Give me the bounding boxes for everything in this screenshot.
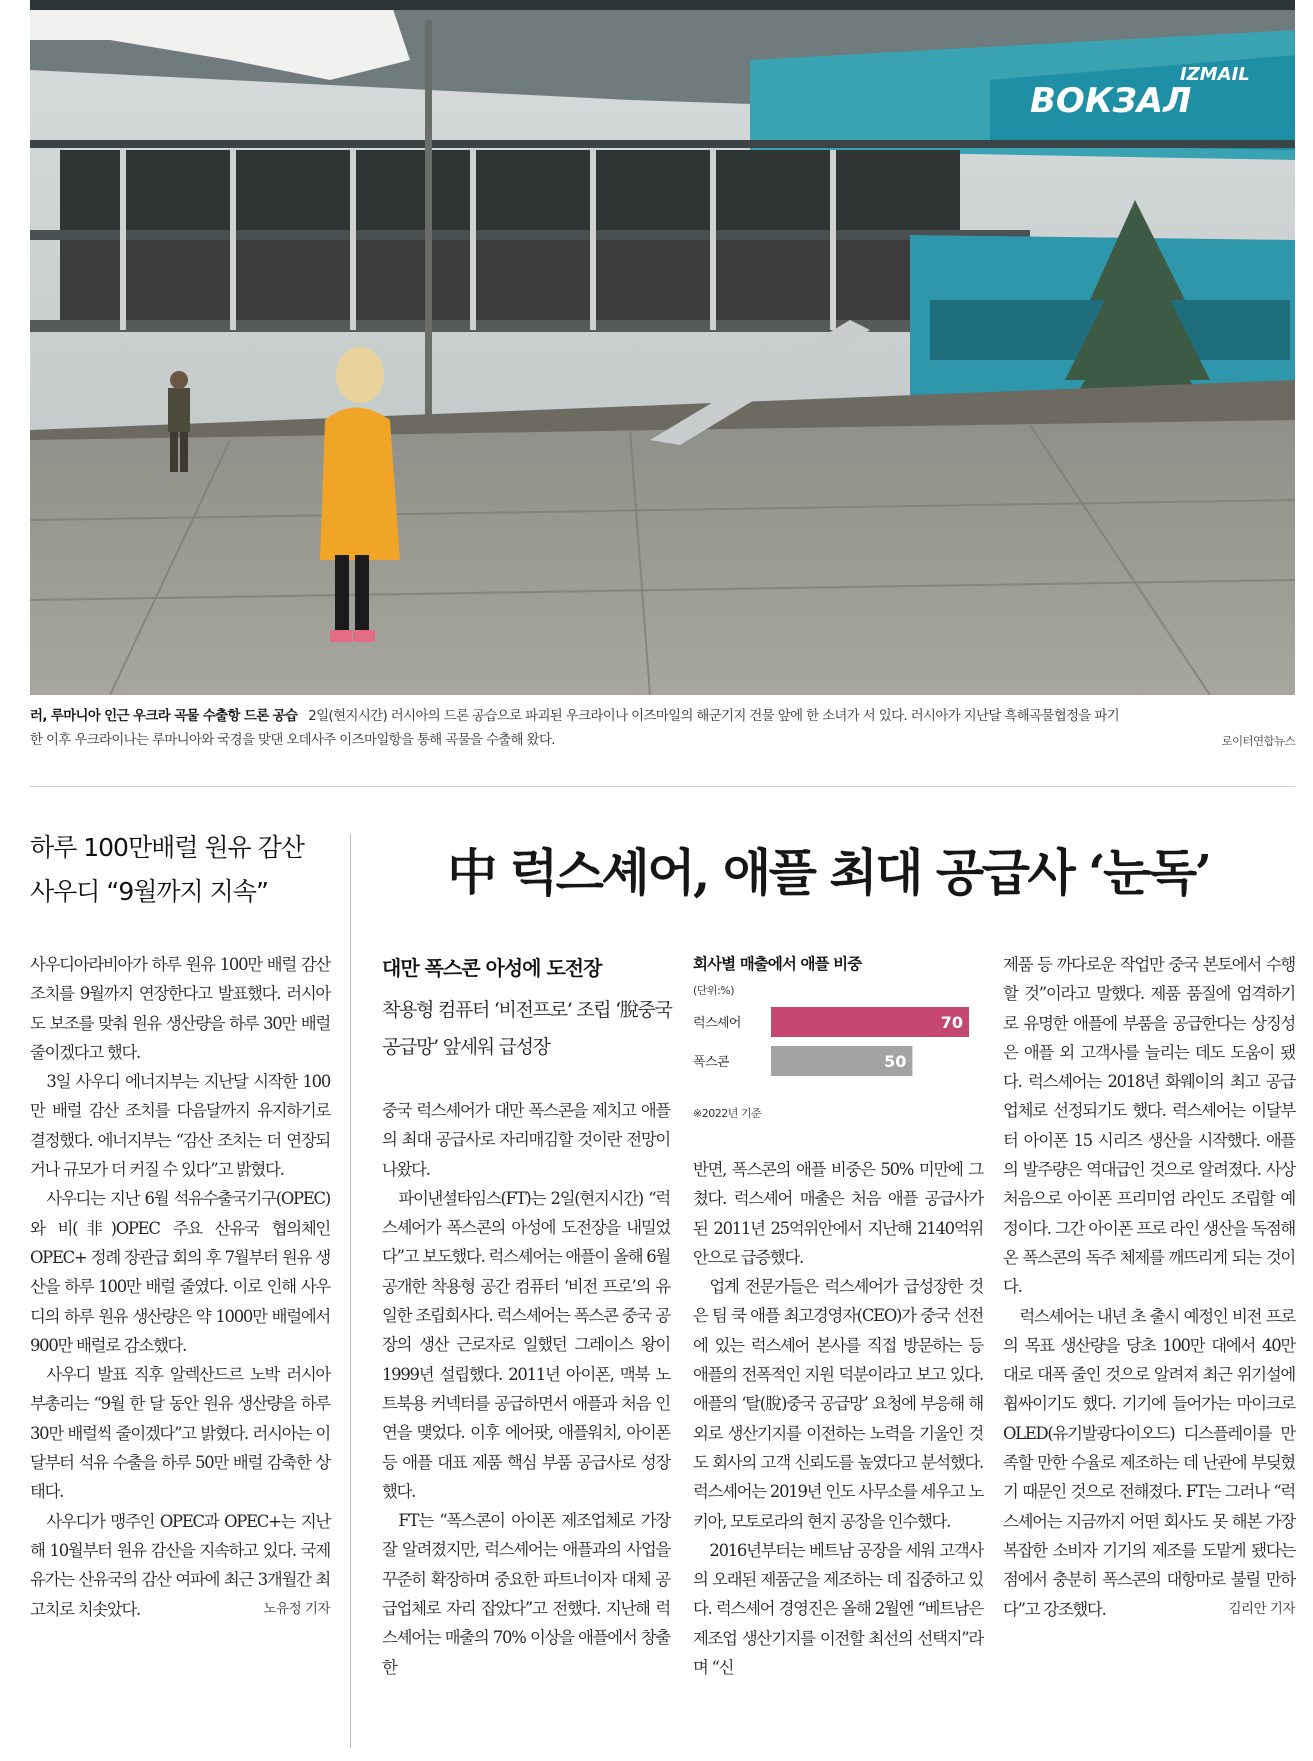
section-divider <box>30 786 1295 787</box>
main-column-2 <box>382 1096 670 1682</box>
left-paragraph-2: 3일 사우디 에너지부는 지난달 시작한 100만 배럴 감산 조치를 다음달까지 유지하기로 결정했다. 에너지부는 “감산 조치는 더 연장되거나 규모가 더 커질 수 있다”고 밝혔다. <box>30 1072 330 1180</box>
col3-paragraph-2: 업계 전문가들은 럭스셰어가 급성장한 것은 팀 쿡 애플 최고경영자(CEO)가 중국 선전에 있는 럭스셰어 본사를 직접 방문하는 등 애플의 전폭적인 지원 덕분이라고 보고 있다. 애플의 ‘탈(脫)중국 공급망’ 요청에 부응해 해외로 생산기지를 이전하는 노력을 기울인 것도 회사의 고객 신뢰도를 높였다고 분석했다. 럭스셰어는 2019년 인도 사무소를 세우고 노키아, 모토로라의 현지 공장을 인수했다. <box>693 1277 983 1531</box>
news-photo <box>30 0 1295 695</box>
left-paragraph-1: 사우디아라비아가 하루 원유 100만 배럴 감산 조치를 9월까지 연장한다고 발표했다. 러시아도 보조를 맞춰 원유 생산량을 하루 30만 배럴 줄이겠다고 했다. <box>30 955 330 1062</box>
col3-paragraph-3: 2016년부터는 베트남 공장을 세워 고객사의 오래된 제품군을 제조하는 데 집중하고 있다. 럭스셰어 경영진은 올해 2월엔 “베트남은 제조업 생산기지를 이전할 최선의 선택지”라며 “신 <box>693 1540 983 1678</box>
col2-paragraph-3: FT는 “폭스콘이 아이폰 제조업체로 가장 잘 알려졌지만, 럭스셰어는 애플과의 사업을 꾸준히 확장하며 중요한 파트너이자 대체 공급업체로 자리 잡았다”고 전했다. 지난해 럭스셰어는 매출의 70% 이상을 애플에서 창출한 <box>382 1511 670 1677</box>
left-paragraph-4: 사우디 발표 직후 알렉산드르 노박 러시아 부총리는 “9월 한 달 동안 원유 생산량을 하루 30만 배럴씩 줄이겠다”고 밝혔다. 러시아는 이달부터 석유 수출을 하루 50만 배럴 감축한 상태다. <box>30 1365 330 1502</box>
left-headline <box>30 826 330 914</box>
chart-unit: (단위:%) <box>693 984 734 997</box>
caption-text-1: 2일(현지시간) 러시아의 드론 공습으로 파괴된 우크라이나 이즈마일의 해군기지 건물 앞에 한 소녀가 서 있다. 러시아가 지난달 흑해곡물협정을 파기 <box>308 709 1120 724</box>
main-subhead-1: 대만 폭스콘 아성에 도전장 <box>382 956 602 980</box>
main-byline: 김리안 기자 <box>1228 1600 1295 1617</box>
chart-value-label: 70 <box>940 1013 963 1032</box>
main-column-4 <box>1003 950 1295 1624</box>
col4-paragraph-2 <box>1003 1302 1295 1624</box>
col4-paragraph-1: 제품 등 까다로운 작업만 중국 본토에서 수행할 것”이라고 말했다. 제품 품질에 엄격하기로 유명한 애플에 부품을 공급한다는 상징성은 애플 외 고객사를 늘리는 데도 도움이 됐다. 럭스셰어는 2018년 화웨이의 최고 공급업체로 선정되기도 했다. 럭스셰어는 이달부터 아이폰 15 시리즈 생산을 시작했다. 애플의 발주량은 역대급인 것으로 알려졌다. 사상 처음으로 아이폰 프리미엄 라인도 조립할 예정이다. 그간 아이폰 프로 라인 생산을 독점해 온 폭스콘의 독주 체제를 깨뜨리게 되는 것이다. <box>1003 955 1295 1297</box>
bar-chart <box>693 952 983 1142</box>
chart-title: 회사별 매출에서 애플 비중 <box>693 955 862 973</box>
chart-note: ※2022년 기준 <box>693 1107 762 1120</box>
chart-value-label: 50 <box>884 1052 907 1071</box>
chart-category-label: 폭스콘 <box>693 1055 729 1070</box>
column-divider <box>350 834 351 1748</box>
photo-credit: 로이터연합뉴스 <box>1221 734 1295 748</box>
main-subhead-2: 착용형 컴퓨터 ‘비전프로’ 조립 ‘脫중국 공급망’ 앞세워 급성장 <box>382 999 672 1058</box>
left-headline-line-1: 하루 100만배럴 원유 감산 <box>30 833 304 862</box>
destroyed-building-photo <box>30 0 1295 695</box>
left-article-body <box>30 950 330 1624</box>
chart-category-label: 럭스셰어 <box>693 1016 741 1031</box>
main-headline: 中 럭스셰어, 애플 최대 공급사 ‘눈독’ <box>447 843 1210 902</box>
col3-paragraph-1: 반면, 폭스콘의 애플 비중은 50% 미만에 그쳤다. 럭스셰어 매출은 처음 애플 공급사가 된 2011년 25억위안에서 지난해 2140억위안으로 급증했다. <box>693 1160 983 1267</box>
left-headline-line-2: 사우디 “9월까지 지속” <box>30 877 268 906</box>
sign-text: ВОКЗАЛ <box>1030 81 1192 121</box>
left-paragraph-5 <box>30 1507 330 1624</box>
col2-paragraph-2: 파이낸셜타임스(FT)는 2일(현지시간) “럭스셰어가 폭스콘의 아성에 도전장을 내밀었다”고 보도했다. 럭스셰어는 애플이 올해 6월 공개한 착용형 공간 컴퓨터 ‘비전 프로’의 유일한 조립회사다. 럭스셰어는 폭스콘 중국 공장의 생산 근로자로 일했던 그레이스 왕이 1999년 설립했다. 2011년 아이폰, 맥북 노트북용 커넥터를 공급하면서 애플과 처음 인연을 맺었다. 이후 에어팟, 애플워치, 아이폰 등 애플 대표 제품 핵심 부품 공급사로 성장했다. <box>382 1188 670 1501</box>
col2-paragraph-1: 중국 럭스셰어가 대만 폭스콘을 제치고 애플의 최대 공급사로 자리매김할 것이란 전망이 나왔다. <box>382 1101 670 1179</box>
caption-text-2: 한 이후 우크라이나는 루마니아와 국경을 맞댄 오데사주 이즈마일항을 통해 곡물을 수출해 왔다. <box>30 733 555 748</box>
col4-paragraph-2-text: 럭스셰어는 내년 초 출시 예정인 비전 프로의 목표 생산량을 당초 100만 대에서 40만 대로 대폭 줄인 것으로 알려져 최근 위기설에 휩싸이기도 했다. 기기에 들어가는 마이크로 OLED(유기발광다이오드) 디스플레이를 만족할 만한 수율로 제조하는 데 난관에 부딪혔기 때문인 것으로 전해졌다. FT는 그러나 “럭스셰어는 지금까지 어떤 회사도 못 해본 가장 복잡한 소비자 기기의 제조를 도맡게 됐다는 점에서 충분히 폭스콘의 대항마로 불릴 만하다”고 강조했다. <box>1003 1306 1295 1619</box>
left-paragraph-3: 사우디는 지난 6월 석유수출국기구(OPEC)와 비(非)OPEC 주요 산유국 협의체인 OPEC+ 정례 장관급 회의 후 7월부터 원유 생산을 하루 100만 배럴 줄였다. 이로 인해 사우디의 하루 원유 생산량은 약 1000만 배럴에서 900만 배럴로 감소했다. <box>30 1189 330 1355</box>
chart-bar <box>771 1007 969 1037</box>
caption-line-1 <box>30 705 1295 729</box>
left-byline: 노유정 기자 <box>263 1600 330 1617</box>
caption-title: 러, 루마니아 인근 우크라 곡물 수출항 드론 공습 <box>30 709 298 724</box>
left-paragraph-5-text: 사우디가 맹주인 OPEC과 OPEC+는 지난해 10월부터 원유 감산을 지속하고 있다. 국제 유가는 산유국의 감산 여파에 최근 3개월간 최고치로 치솟았다. <box>30 1511 330 1619</box>
photo-caption <box>30 705 1295 753</box>
main-column-3 <box>693 1155 983 1682</box>
sign-sub-text: IZMAIL <box>1180 64 1250 85</box>
